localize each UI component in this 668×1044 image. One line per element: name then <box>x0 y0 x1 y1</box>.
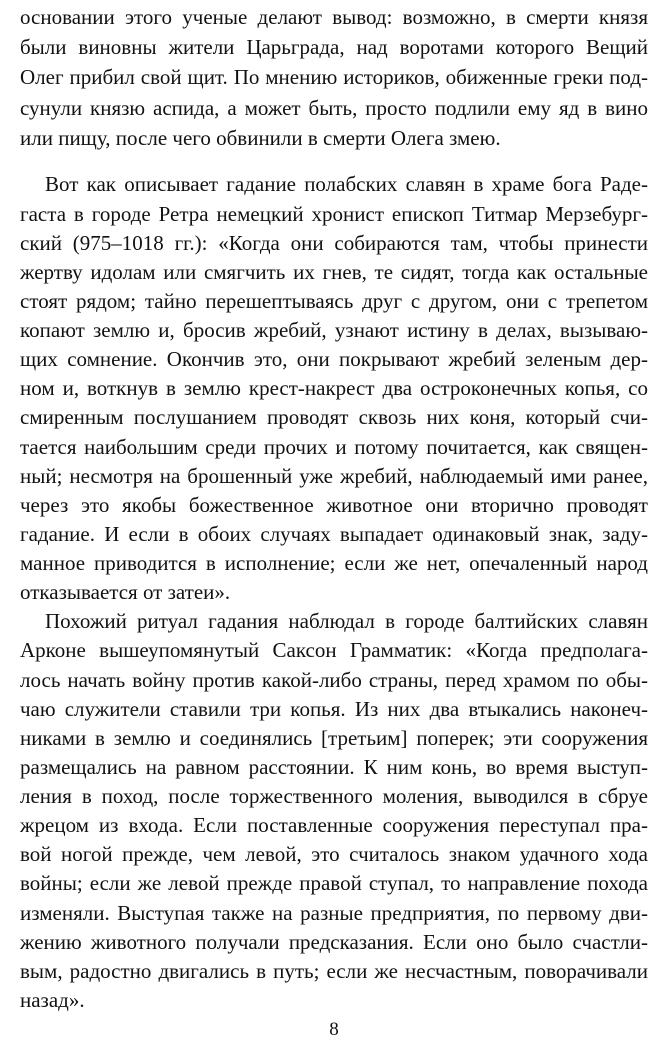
text-line: ный; несмотря на брошенный уже жребий, наблюдаемый ими ранее, <box>20 463 648 488</box>
text-line: ский (975–1018 гг.): «Когда они собираются там, чтобы принести <box>20 230 648 255</box>
text-line: Олег прибил свой щит. По мнению историков, обиженные греки под- <box>20 64 648 89</box>
text-line: Вот как описывает гадание полабских славян в храме бога Раде- <box>45 172 648 197</box>
text-line: чаю служители ставили три копья. Из них два втыкались наконеч- <box>20 696 648 721</box>
text-line: ном и, воткнув в землю крест-накрест два остроконечных копья, со <box>20 376 648 401</box>
text-line: манное приводится в исполнение; если же нет, опечаленный народ <box>20 551 648 575</box>
page-number: 8 <box>329 1019 339 1040</box>
text-line: Похожий ритуал гадания наблюдал в городе балтийских славян <box>45 609 648 634</box>
text-line: через это якобы божественное животное они вторично проводят <box>20 492 648 517</box>
text-line: вой ногой прежде, чем левой, это считалось знаком удачного хода <box>20 842 648 867</box>
text-line: гаста в городе Ретра немецкий хронист епископ Титмар Мерзебург- <box>20 201 648 226</box>
text-line: или пищу, после чего обвинили в смерти Олега змею. <box>20 125 501 150</box>
text-line: лось начать войну против какой-либо страны, перед храмом по обы- <box>20 667 648 692</box>
text-line: были виновны жители Царьграда, над воротами которого Вещий <box>20 34 648 59</box>
text-line: назад». <box>20 987 85 1012</box>
text-line: щих сомнение. Окончив это, они покрывают жребий зеленым дер- <box>20 347 648 372</box>
text-line: основании этого ученые делают вывод: возможно, в смерти князя <box>20 5 648 29</box>
text-line: жению животного получали предсказания. Если оно было счастли- <box>20 929 648 954</box>
text-line: ления в поход, после торжественного моления, выводился в сбруе <box>20 784 648 808</box>
text-line: Арконе вышеупомянутый Саксон Грамматик: «Когда предполага- <box>20 638 648 663</box>
text-line: гадание. И если в обоих случаях выпадает одинаковый знак, заду- <box>20 521 648 546</box>
text-line: жрецом из входа. Если поставленные сооружения переступал пра- <box>20 813 648 838</box>
text-line: жертву идолам или смягчить их гнев, те сидят, тогда как остальные <box>20 259 648 284</box>
text-line: сунули князю аспида, а может быть, просто подлили ему яд в вино <box>20 95 648 120</box>
text-line: войны; если же левой прежде правой ступал, то направление похода <box>20 871 648 896</box>
text-line: смиренным послушанием проводят сквозь них коня, который счи- <box>20 405 648 430</box>
text-line: стоят рядом; тайно перешептываясь друг с другом, они с трепетом <box>20 288 648 313</box>
text-line: изменяли. Выступая также на разные предприятия, по первому дви- <box>20 900 648 925</box>
text-line: размещались на равном расстоянии. К ним конь, во время выступ- <box>20 754 648 779</box>
text-line: никами в землю и соединялись [третьим] поперек; эти сооружения <box>20 725 648 750</box>
text-line: копают землю и, бросив жребий, узнают истину в делах, вызываю- <box>20 318 648 342</box>
text-line: тается наибольшим среди прочих и потому почитается, как священ- <box>20 434 648 459</box>
text-line: отказывается от затеи». <box>20 580 231 605</box>
text-line: вым, радостно двигались в путь; если же несчастным, поворачивали <box>20 958 648 983</box>
